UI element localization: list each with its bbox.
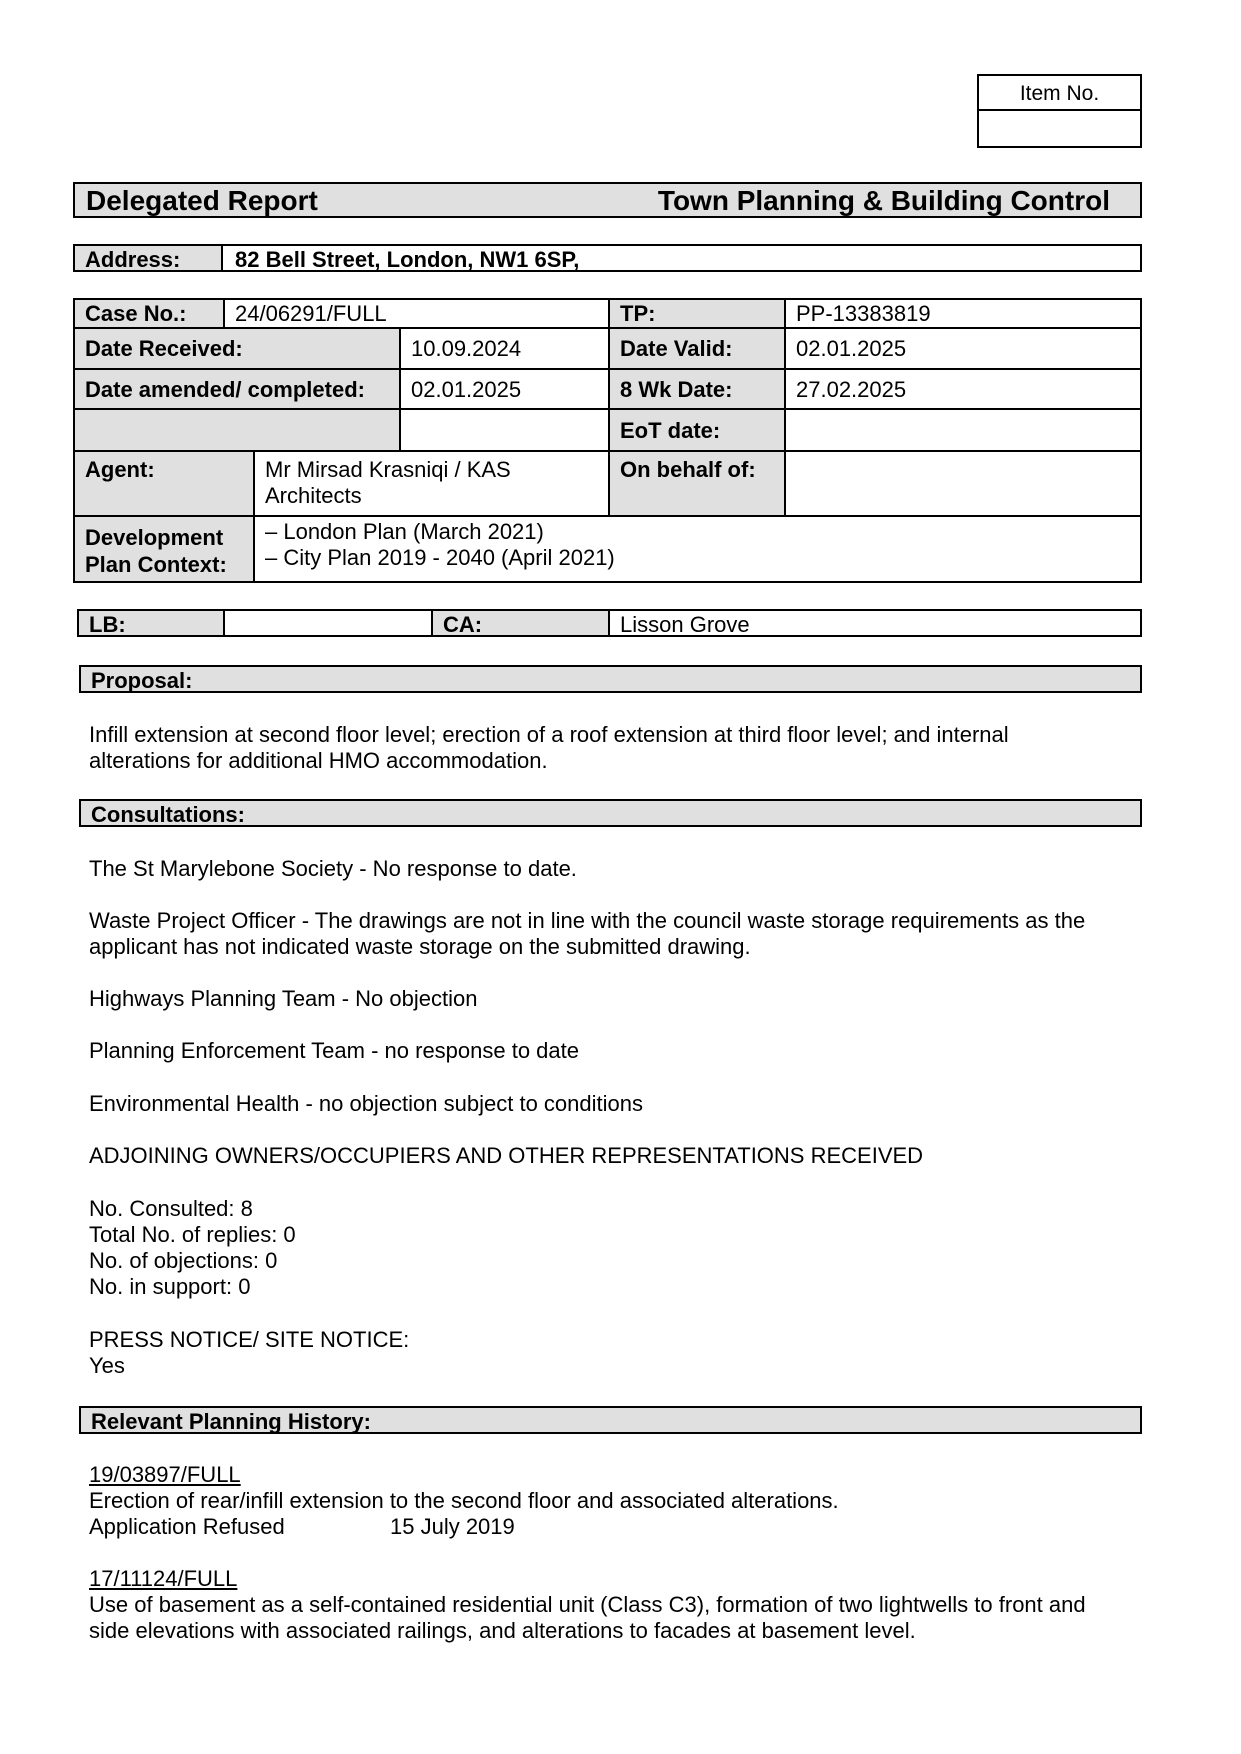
history-date-1: 15 July 2019 <box>390 1514 515 1539</box>
item-number-value <box>979 113 1140 146</box>
development-plan-label-line2: Plan Context: <box>85 552 227 577</box>
lb-value <box>225 610 429 614</box>
history-decision-1: Application Refused <box>89 1514 285 1539</box>
report-title: Delegated Report <box>86 185 318 216</box>
proposal-heading-text: Proposal: <box>91 668 193 693</box>
ca-value: Lisson Grove <box>620 612 750 637</box>
address-value: 82 Bell Street, London, NW1 6SP, <box>235 247 580 271</box>
consultation-environmental-health: Environmental Health - no objection subject to conditions <box>89 1091 643 1116</box>
press-notice-label: PRESS NOTICE/ SITE NOTICE: <box>89 1327 410 1352</box>
number-objections: No. of objections: 0 <box>89 1248 278 1273</box>
number-consulted: No. Consulted: 8 <box>89 1196 253 1221</box>
date-amended-label: Date amended/ completed: <box>85 377 365 402</box>
item-number-box <box>977 74 1142 148</box>
on-behalf-of-value <box>786 455 1136 459</box>
lb-ca-row <box>77 609 1142 637</box>
total-replies: Total No. of replies: 0 <box>89 1222 296 1247</box>
ca-label: CA: <box>443 612 483 637</box>
on-behalf-of-label: On behalf of: <box>620 457 756 482</box>
date-received-value: 10.09.2024 <box>411 336 522 361</box>
development-plan-line2: – City Plan 2019 - 2040 (April 2021) <box>265 545 615 570</box>
consultation-highways: Highways Planning Team - No objection <box>89 986 478 1011</box>
date-valid-value: 02.01.2025 <box>796 336 907 361</box>
date-amended-value: 02.01.2025 <box>411 377 522 402</box>
press-notice-value: Yes <box>89 1353 125 1378</box>
consultations-heading-text: Consultations: <box>91 802 245 827</box>
planning-history-heading <box>79 1406 1142 1434</box>
eot-date-value <box>786 416 1136 420</box>
development-plan-label-line1: Development <box>85 525 224 550</box>
tp-value: PP-13383819 <box>796 301 931 326</box>
adjoining-owners-heading: ADJOINING OWNERS/OCCUPIERS AND OTHER REPRESENTATIONS RECEIVED <box>89 1143 924 1168</box>
proposal-heading <box>79 665 1142 693</box>
item-number-label: Item No. <box>979 76 1140 111</box>
case-no-value: 24/06291/FULL <box>235 301 387 326</box>
lb-label: LB: <box>89 612 126 637</box>
history-ref-2: 17/11124/FULL <box>89 1566 238 1591</box>
proposal-line1: Infill extension at second floor level; erection of a roof extension at third floor level; and internal <box>89 722 1009 747</box>
report-header <box>73 182 1142 218</box>
number-support: No. in support: 0 <box>89 1274 251 1299</box>
department-title: Town Planning & Building Control <box>657 185 1110 216</box>
history-desc-2-line2: side elevations with associated railings, and alterations to facades at basement level. <box>89 1618 916 1643</box>
consultations-heading <box>79 799 1142 827</box>
consultation-enforcement: Planning Enforcement Team - no response to date <box>89 1038 580 1063</box>
consultation-waste-line2: applicant has not indicated waste storage on the submitted drawing. <box>89 934 751 959</box>
eight-week-date-label: 8 Wk Date: <box>620 377 733 402</box>
development-plan-line1: – London Plan (March 2021) <box>265 519 544 544</box>
history-desc-2-line1: Use of basement as a self-contained residential unit (Class C3), formation of two lightwells to front and <box>89 1592 1086 1617</box>
history-desc-1: Erection of rear/infill extension to the second floor and associated alterations. <box>89 1488 839 1513</box>
date-valid-label: Date Valid: <box>620 336 733 361</box>
proposal-line2: alterations for additional HMO accommodation. <box>89 748 548 773</box>
eight-week-date-value: 27.02.2025 <box>796 377 907 402</box>
agent-label: Agent: <box>85 457 155 482</box>
case-no-label: Case No.: <box>85 301 187 326</box>
date-received-label: Date Received: <box>85 336 243 361</box>
consultation-waste-line1: Waste Project Officer - The drawings are not in line with the council waste storage requirements as the <box>89 908 1086 933</box>
address-label: Address: <box>85 247 181 271</box>
agent-value-line1: Mr Mirsad Krasniqi / KAS <box>265 457 511 482</box>
address-row <box>73 244 1142 272</box>
case-details-table <box>73 298 1142 583</box>
history-ref-1: 19/03897/FULL <box>89 1462 241 1487</box>
eot-date-label: EoT date: <box>620 418 721 443</box>
agent-value-line2: Architects <box>265 483 362 508</box>
tp-label: TP: <box>620 301 656 326</box>
planning-history-heading-text: Relevant Planning History: <box>91 1409 371 1434</box>
consultation-society: The St Marylebone Society - No response to date. <box>89 856 577 881</box>
